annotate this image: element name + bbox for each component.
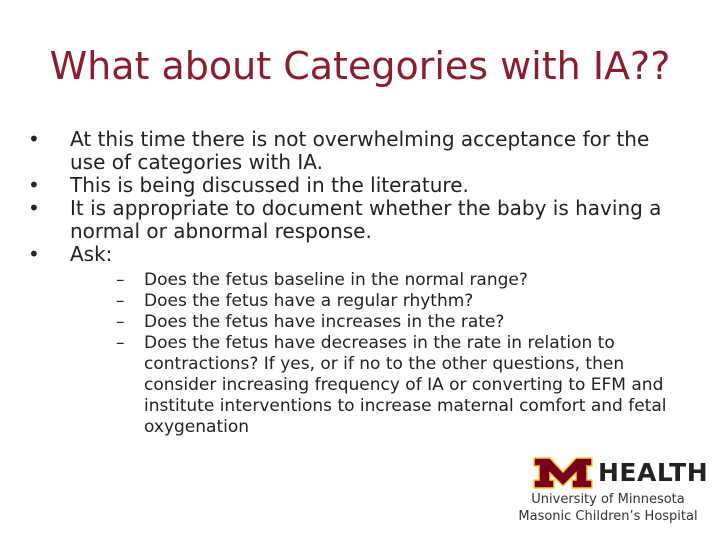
bullet-text: It is appropriate to document whether the baby is having a normal or abnormal response. <box>70 196 662 243</box>
bullet-text: At this time there is not overwhelming acceptance for the use of categories with IA. <box>70 127 650 174</box>
logo-hospital: Masonic Children’s Hospital <box>518 509 698 524</box>
bullet-text: Ask: <box>70 242 113 266</box>
sub-bullet-item <box>70 270 678 291</box>
sub-bullet-text: Does the fetus have increases in the rate? <box>144 312 505 332</box>
dash-symbol: – <box>116 270 125 290</box>
slide-title: What about Categories with IA?? <box>49 44 671 88</box>
logo-top <box>532 456 709 492</box>
bullet-text: This is being discussed in the literature. <box>70 173 469 197</box>
bullet-symbol: • <box>28 242 40 266</box>
bullet-symbol: • <box>28 173 40 197</box>
dash-symbol: – <box>116 291 125 311</box>
sub-bullet-item <box>70 312 678 333</box>
sub-bullet-list <box>70 270 678 438</box>
slide-content <box>28 128 678 438</box>
logo-university: University of Minnesota <box>531 492 685 507</box>
dash-symbol: – <box>116 333 125 353</box>
bullet-item <box>28 128 678 174</box>
sub-bullet-item <box>70 333 678 438</box>
dash-symbol: – <box>116 312 125 332</box>
bullet-item <box>28 197 678 243</box>
sub-bullet-text: Does the fetus baseline in the normal range? <box>144 270 528 290</box>
bullet-item <box>28 243 678 438</box>
sub-bullet-text: Does the fetus have a regular rhythm? <box>144 291 474 311</box>
bullet-symbol: • <box>28 196 40 220</box>
bullet-symbol: • <box>28 127 40 151</box>
bullet-list <box>28 128 678 438</box>
logo-wordmark: HEALTH <box>598 458 709 487</box>
sub-bullet-text: Does the fetus have decreases in the rate in relation to contractions? If yes, or if no to the other questions, then consider increasing frequency of IA or converting to EFM and institute interventions to increase maternal comfort and fetal oxygenation <box>144 333 667 437</box>
block-m-icon <box>532 456 594 490</box>
health-logo <box>518 456 709 528</box>
sub-bullet-item <box>70 291 678 312</box>
bullet-item <box>28 174 678 197</box>
